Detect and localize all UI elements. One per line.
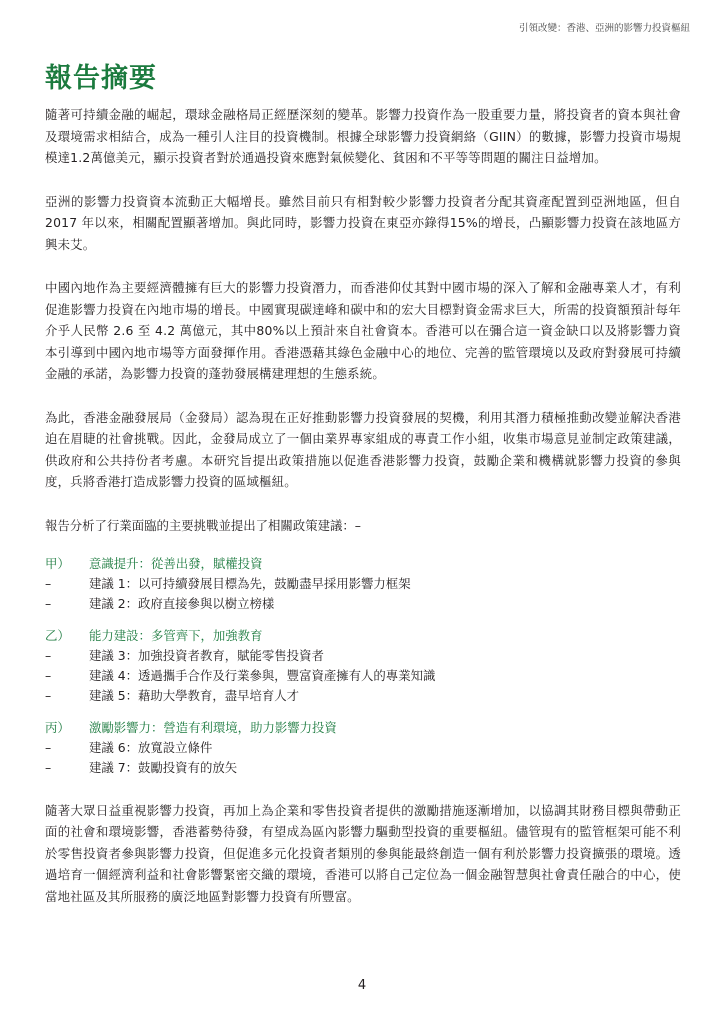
- recommendation-5: [45, 686, 681, 706]
- closing-paragraph: 隨著大眾日益重視影響力投資，再加上為企業和零售投資者提供的激勵措施逐漸增加，以協調其財務目標與帶動正面的社會和環境影響，香港蓄勢待發，有望成為區內影響力驅動型投資的重要樞紐。儘管現有的監管框架可能不利於零售投資者參與影響力投資，但促進多元化投資者類別的參與能最終創造一個有利於影響力投資擴張的環境。透過培育一個經濟利益和社會影響緊密交織的環境，香港可以將自己定位為一個金融智慧與社會責任融合的中心，使當地社區及其所服務的廣泛地區對影響力投資有所豐富。: [45, 802, 681, 904]
- recommendation-text: 建議 1：以可持續發展目標為先，鼓勵盡早採用影響力框架: [89, 575, 411, 591]
- recommendation-text: 建議 5：藉助大學教育，盡早培育人才: [89, 687, 300, 703]
- paragraph-1: 隨著可持續金融的崛起，環球金融格局正經歷深刻的變革。影響力投資作為一股重要力量，將投資者的資本與社會及環境需求相結合，成為一種引人注目的投資機制。根據全球影響力投資網絡（GIIN）的數據，影響力投資市場規模達1.2萬億美元，顯示投資者對於通過投資來應對氣候變化、貧困和不平等等問題的關注日益增加。: [45, 107, 681, 165]
- list-dash: –: [45, 687, 52, 703]
- section-marker: 乙）: [45, 627, 70, 643]
- section-marker: 丙）: [45, 719, 70, 735]
- paragraph-4: 為此，香港金融發展局（金發局）認為現在正好推動影響力投資發展的契機，利用其潛力積極推動改變並解決香港迫在眉睫的社會挑戰。因此，金發局成立了一個由業界專家組成的專責工作小組，收集市場意見並制定政策建議，供政府和公共持份者考慮。本研究旨提出政策措施以促進香港影響力投資，鼓勵企業和機構就影響力投資的參與度，兵將香港打造成影響力投資的區域樞紐。: [45, 409, 681, 489]
- recommendation-text: 建議 6：放寬設立條件: [89, 739, 213, 755]
- list-dash: –: [45, 575, 52, 591]
- recommendation-1: [45, 574, 681, 594]
- recommendation-7: [45, 758, 681, 778]
- recommendation-text: 建議 3：加強投資者教育，賦能零售投資者: [89, 647, 324, 663]
- section-heading: [45, 718, 681, 738]
- recommendation-4: [45, 666, 681, 686]
- page-number: 4: [357, 978, 367, 993]
- list-dash: –: [45, 739, 52, 755]
- recommendation-6: [45, 738, 681, 758]
- page-title: 報告摘要: [45, 63, 157, 94]
- section-title: 激勵影響力：營造有利環境，助力影響力投資: [89, 719, 337, 735]
- section-heading: [45, 554, 681, 574]
- recommendation-text: 建議 4：透過攜手合作及行業參與，豐富資產擁有人的專業知識: [89, 667, 436, 683]
- recommendation-text: 建議 2：政府直接參與以樹立榜樣: [89, 595, 275, 611]
- paragraph-2: 亞洲的影響力投資資本流動正大幅增長。雖然目前只有相對較少影響力投資者分配其資產配置到亞洲地區，但自2017 年以來，相關配置顯著增加。與此同時，影響力投資在東亞亦錄得15%的增長，凸顯影響力投資在該地區方興未艾。: [45, 193, 681, 252]
- section-marker: 甲）: [45, 555, 70, 571]
- section-title: 意識提升：從善出發，賦權投資: [89, 555, 263, 571]
- recommendations-intro: 報告分析了行業面臨的主要挑戰並提出了相關政策建議：–: [45, 517, 361, 533]
- report-body: [45, 104, 681, 929]
- list-dash: –: [45, 647, 52, 663]
- section-heading: [45, 626, 681, 646]
- section-incentives: [45, 718, 681, 778]
- recommendation-text: 建議 7：鼓勵投資有的放矢: [89, 759, 238, 775]
- list-dash: –: [45, 759, 52, 775]
- running-header: 引領改變：香港、亞洲的影響力投資樞紐: [518, 23, 690, 34]
- recommendation-3: [45, 646, 681, 666]
- section-awareness: [45, 554, 681, 614]
- section-capacity: [45, 626, 681, 706]
- list-dash: –: [45, 667, 52, 683]
- recommendation-2: [45, 594, 681, 614]
- section-title: 能力建設：多管齊下，加強教育: [89, 627, 263, 643]
- list-dash: –: [45, 595, 52, 611]
- paragraph-3: 中國內地作為主要經濟體擁有巨大的影響力投資潛力，而香港仰仗其對中國市場的深入了解和金融專業人才，有利促進影響力投資在內地市場的增長。中國實現碳達峰和碳中和的宏大目標對資金需求巨大，所需的投資額預計每年介乎人民幣 2.6 至 4.2 萬億元，其中80%以上預計來自社會資本。香港可以在彌合這一資金缺口以及將影響力資本引導到中國內地市場等方面發揮作用。香港憑藉其綠色金融中心的地位、完善的監管環境以及政府對發展可持續金融的承諾，為影響力投資的蓬勃發展構建理想的生態系統。: [45, 280, 681, 381]
